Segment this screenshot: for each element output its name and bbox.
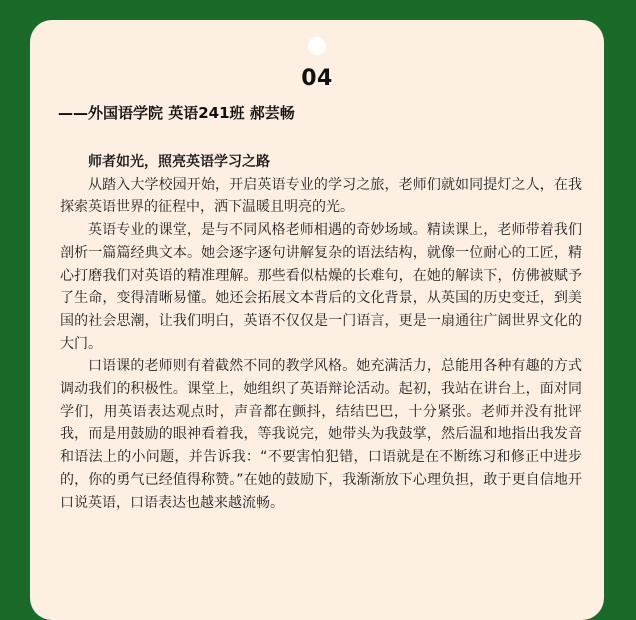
paragraph-2: 英语专业的课堂，是与不同风格老师相遇的奇妙场域。精读课上，老师带着我们剖析一篇篇经典文本。她会逐字逐句讲解复杂的语法结构，就像一位耐心的工匠，精心打磨我们对英语的精准理解。那些看似枯燥的长难句，在她的解读下，仿佛被赋予了生命，变得清晰易懂。她还会拓展文本背后的文化背景，从英国的历史变迁，到美国的社会思潮，让我们明白，英语不仅仅是一门语言，更是一扇通往广阔世界文化的大门。: [60, 222, 582, 352]
paragraph-1: 从踏入大学校园开始，开启英语专业的学习之旅，老师们就如同提灯之人，在我探索英语世界的征程中，洒下温暖且明亮的光。: [60, 176, 582, 216]
article-heading: 师者如光，照亮英语学习之路: [88, 154, 270, 170]
article-card: [30, 20, 604, 620]
section-number: 04: [301, 66, 333, 91]
paragraph-3: 口语课的老师则有着截然不同的教学风格。她充满活力，总能用各种有趣的方式调动我们的积极性。课堂上，她组织了英语辩论活动。起初，我站在讲台上，面对同学们，用英语表达观点时，声音都在颤抖，结结巴巴，十分紧张。老师并没有批评我，而是用鼓励的眼神看着我，等我说完，她带头为我鼓掌，然后温和地指出我发音和语法上的小问题，并告诉我：“不要害怕犯错，口语就是在不断练习和修正中进步的，你的勇气已经值得称赞。”在她的鼓励下，我渐渐放下心理负担，敢于更自信地开口说英语，口语表达也越来越流畅。: [60, 358, 582, 511]
decorative-dot: [308, 37, 326, 55]
author-byline: ——外国语学院 英语241班 郝芸畅: [58, 104, 295, 122]
article-body: [60, 151, 582, 514]
